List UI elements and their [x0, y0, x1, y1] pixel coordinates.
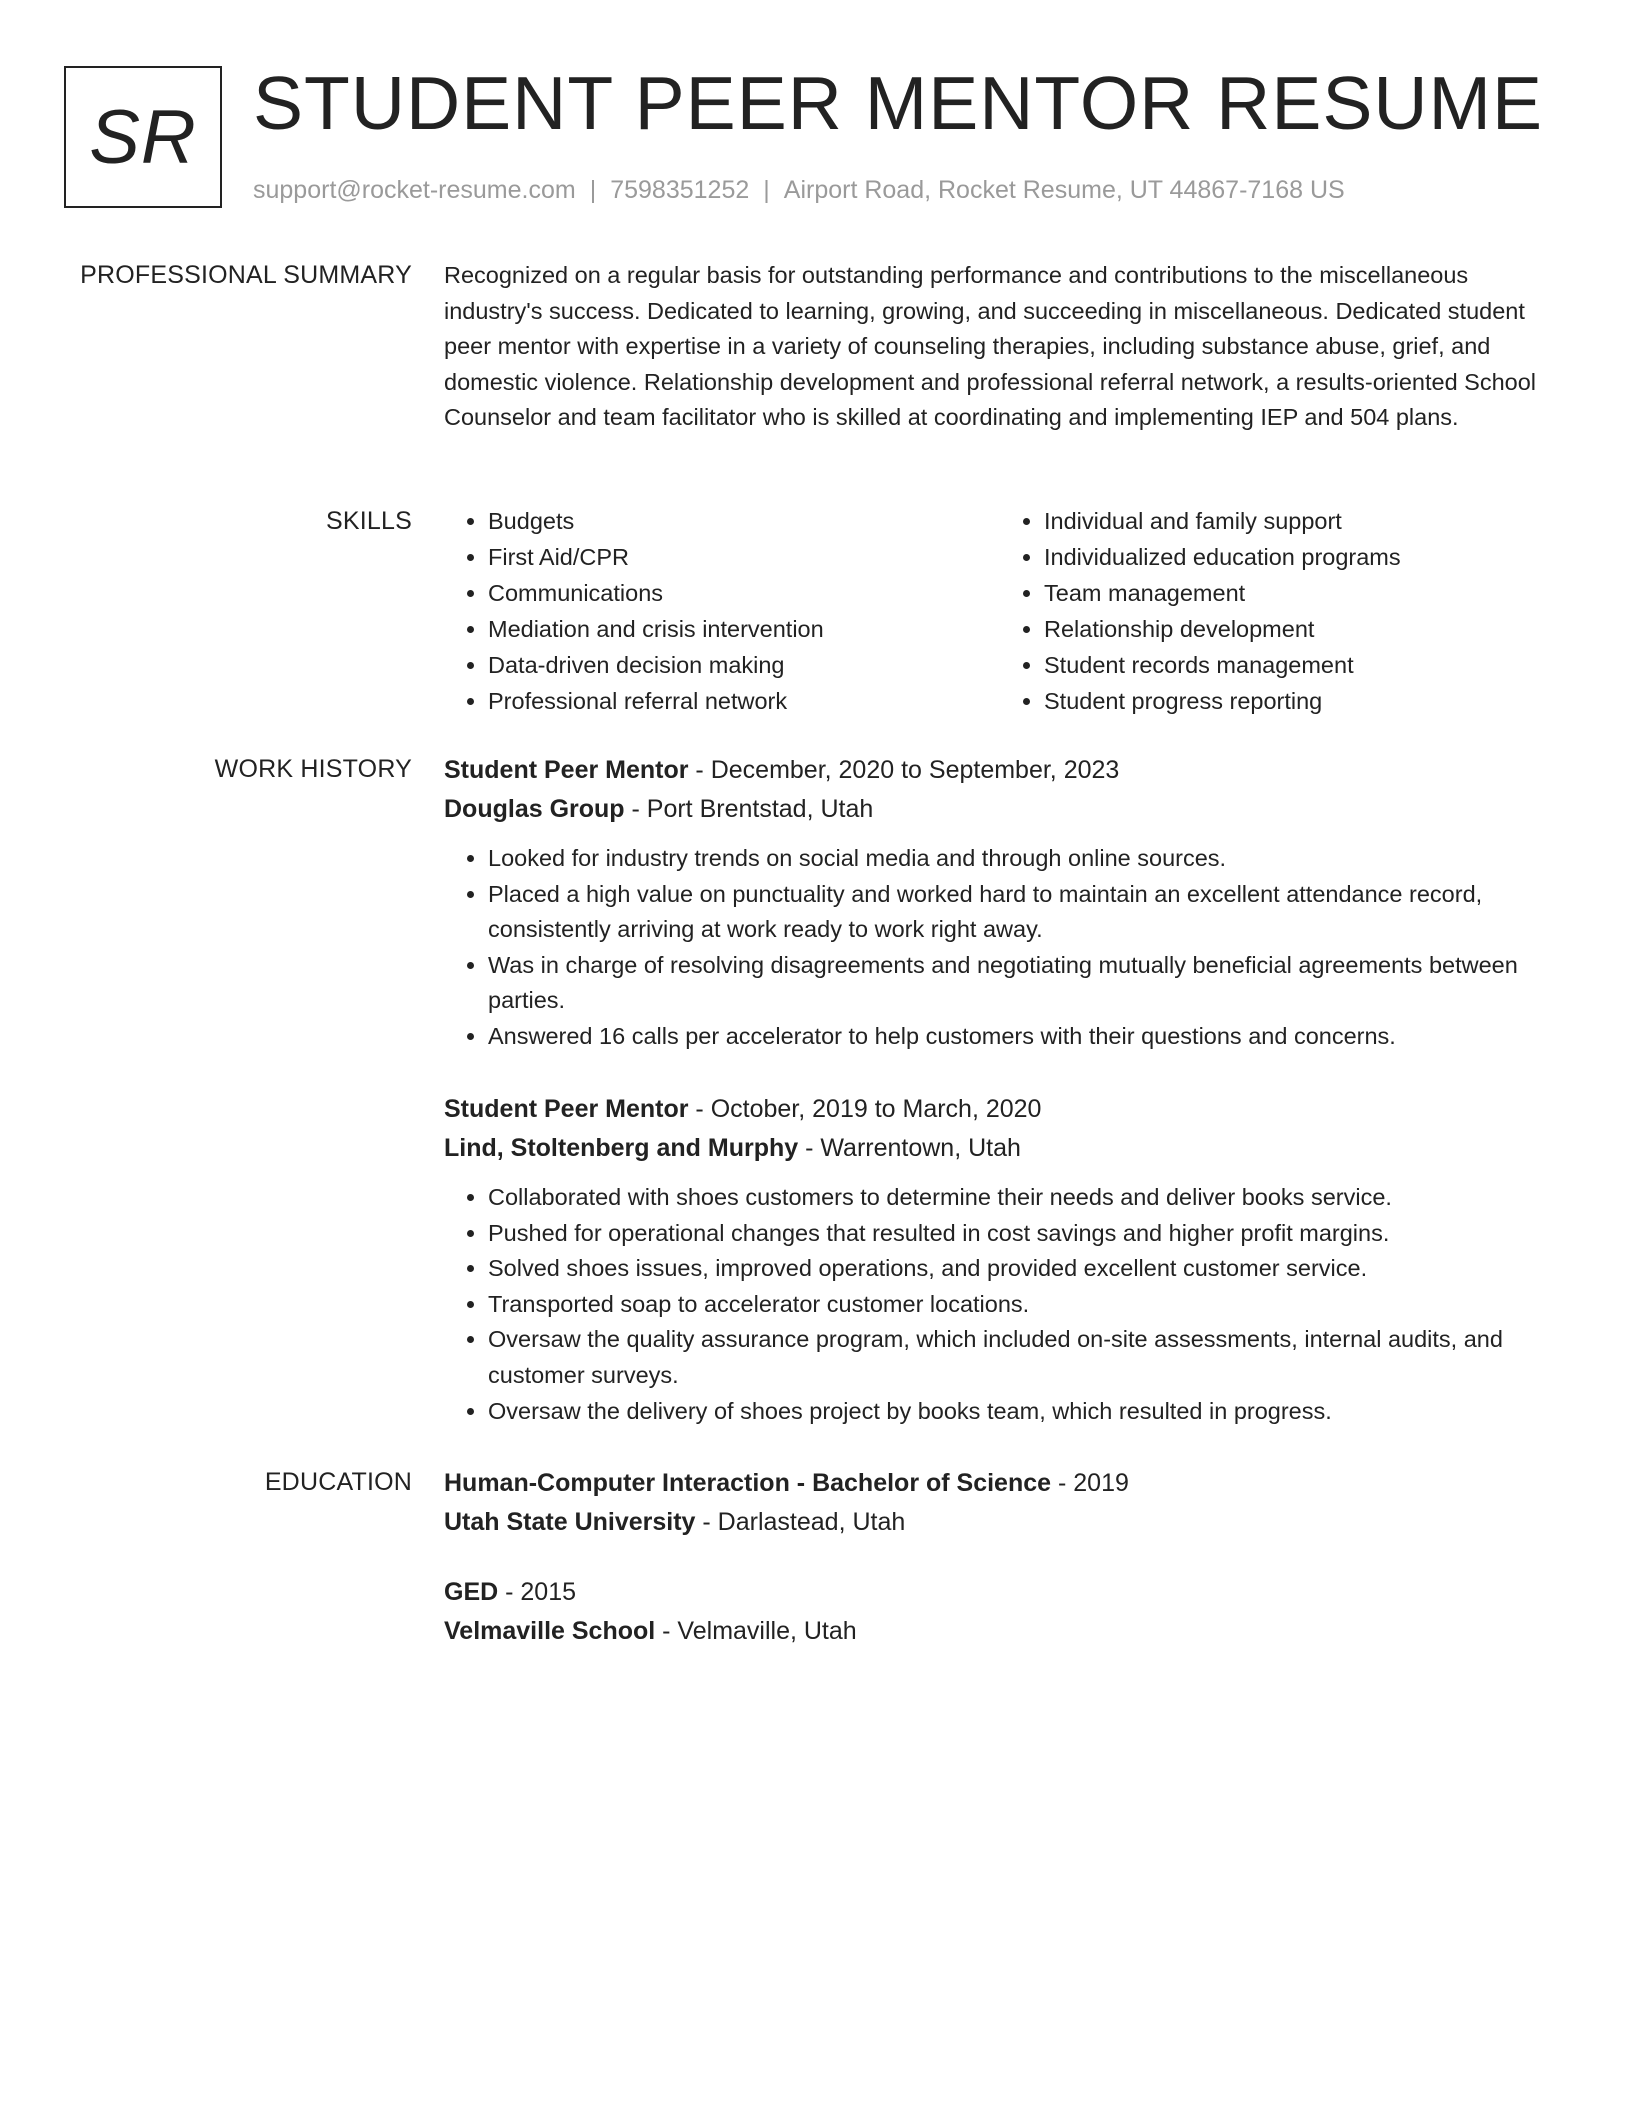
education-degree-line	[444, 1573, 1556, 1612]
skill-item: • Data-driven decision making	[488, 647, 1000, 683]
education-degree: Human-Computer Interaction - Bachelor of Science	[444, 1469, 1052, 1497]
work-history-body-2	[444, 1090, 1556, 1429]
job-bullet: • Oversaw the delivery of shoes project by books team, which resulted in progress.	[488, 1394, 1556, 1430]
skills-columns	[444, 503, 1556, 719]
job-title: Student Peer Mentor	[444, 756, 689, 784]
education-degree: GED	[444, 1578, 499, 1606]
skill-item: • Individualized education programs	[1044, 539, 1556, 575]
skill-item: • First Aid/CPR	[488, 539, 1000, 575]
education-school: Velmaville School	[444, 1617, 656, 1645]
job-company: Douglas Group	[444, 795, 625, 823]
skill-item: • Budgets	[488, 503, 1000, 539]
skill-item: • Professional referral network	[488, 683, 1000, 719]
job-company-line	[444, 789, 1556, 829]
education-degree-line	[444, 1464, 1556, 1503]
job-bullet: • Looked for industry trends on social media and through online sources.	[488, 841, 1556, 877]
contact-email[interactable]: support@rocket-resume.com	[253, 176, 576, 204]
summary-text: Recognized on a regular basis for outstanding performance and contributions to the miscellaneous industry's success. Dedicated to learning, growing, and succeeding in miscellaneous. Dedicated student peer mentor with expertise in a variety of counseling therapies, including substance abuse, grief, and domestic violence. Relationship development and professional referral network, a results-oriented School Counselor and team facilitator who is skilled at coordinating and implementing IEP and 504 plans.	[444, 262, 1537, 431]
job-dates: - October, 2019 to March, 2020	[688, 1095, 1042, 1123]
education-entry	[444, 1464, 1556, 1542]
job-entry	[444, 1090, 1556, 1429]
skill-item: • Mediation and crisis intervention	[488, 611, 1000, 647]
education-school-line	[444, 1503, 1556, 1542]
job-title-line	[444, 751, 1556, 789]
resume-title: STUDENT PEER MENTOR RESUME	[253, 61, 1544, 145]
skill-item: • Individual and family support	[1044, 503, 1556, 539]
education-year: - 2019	[1051, 1469, 1129, 1497]
job-bullet: • Answered 16 calls per accelerator to help customers with their questions and concerns.	[488, 1019, 1556, 1055]
job-dates: - December, 2020 to September, 2023	[688, 756, 1120, 784]
job-bullet: • Placed a high value on punctuality and worked hard to maintain an excellent attendance record, consistently arriving at work ready to work right away.	[488, 877, 1556, 948]
education-location: - Velmaville, Utah	[655, 1617, 857, 1645]
work-history-body	[444, 751, 1556, 1055]
job-location: - Port Brentstad, Utah	[624, 795, 874, 823]
education-entry	[444, 1573, 1556, 1651]
contact-address: Airport Road, Rocket Resume, UT 44867-7168 US	[783, 176, 1345, 204]
job-bullet: • Was in charge of resolving disagreements and negotiating mutually beneficial agreements between parties.	[488, 948, 1556, 1019]
job-entry	[444, 751, 1556, 1055]
skill-item: • Relationship development	[1044, 611, 1556, 647]
contact-line	[253, 174, 1345, 206]
skills-body	[444, 503, 1556, 719]
job-bullet: • Transported soap to accelerator customer locations.	[488, 1287, 1556, 1323]
contact-separator: |	[763, 176, 770, 204]
education-school: Utah State University	[444, 1508, 696, 1536]
education-body	[444, 1464, 1556, 1651]
job-title-line	[444, 1090, 1556, 1128]
summary-heading: PROFESSIONAL SUMMARY	[80, 261, 412, 289]
skill-item: • Student records management	[1044, 647, 1556, 683]
skill-item: • Team management	[1044, 575, 1556, 611]
skill-item: • Communications	[488, 575, 1000, 611]
contact-separator: |	[589, 176, 597, 204]
contact-phone[interactable]: 7598351252	[610, 176, 750, 204]
job-location: - Warrentown, Utah	[798, 1134, 1021, 1162]
job-bullet: • Solved shoes issues, improved operations, and provided excellent customer service.	[488, 1251, 1556, 1287]
job-bullet: • Oversaw the quality assurance program, which included on-site assessments, internal audits, and customer surveys.	[488, 1322, 1556, 1393]
job-bullets	[444, 841, 1556, 1055]
skills-list-left	[444, 503, 1000, 719]
summary-body	[444, 258, 1556, 436]
skills-heading: SKILLS	[326, 507, 412, 535]
education-heading: EDUCATION	[264, 1468, 412, 1496]
skill-item: • Student progress reporting	[1044, 683, 1556, 719]
job-company-line	[444, 1128, 1556, 1168]
skills-list-right	[1000, 503, 1556, 719]
education-location: - Darlastead, Utah	[695, 1508, 906, 1536]
work-history-heading: WORK HISTORY	[214, 755, 412, 783]
job-company: Lind, Stoltenberg and Murphy	[444, 1134, 799, 1162]
education-school-line	[444, 1612, 1556, 1651]
job-bullets	[444, 1180, 1556, 1429]
job-bullet: • Collaborated with shoes customers to determine their needs and deliver books service.	[488, 1180, 1556, 1216]
job-title: Student Peer Mentor	[444, 1095, 689, 1123]
monogram-logo: SR	[64, 66, 222, 208]
education-year: - 2015	[498, 1578, 577, 1606]
job-bullet: • Pushed for operational changes that resulted in cost savings and higher profit margins.	[488, 1216, 1556, 1252]
